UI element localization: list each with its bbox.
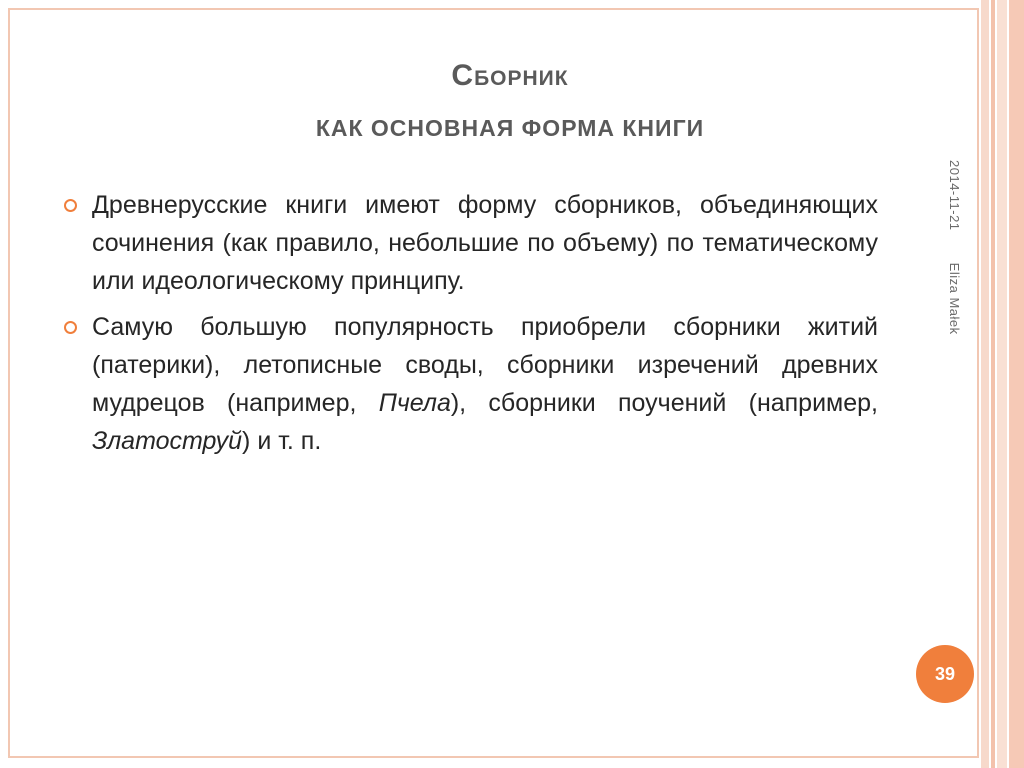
bullet-item [62, 186, 878, 300]
decorative-stripe [997, 0, 1007, 768]
bullet-italic-title: Пчела [378, 389, 451, 417]
bullet-text: Древнерусские книги имеют форму сборников, объединяющих сочинения (как правило, небольшие по объему) по тематическому или идеологическому принципу. [92, 191, 878, 295]
decorative-stripe [991, 0, 995, 768]
slide-title [120, 50, 900, 154]
side-footer [947, 160, 962, 335]
slide-content [62, 186, 878, 468]
bullet-text-part: ) и т. п. [242, 427, 322, 455]
bullet-item [62, 308, 878, 460]
bullet-text-part: Самую большую популярность приобрели сборники житий (патерики), летописные своды, сборники изречений древних мудрецов (например, [92, 313, 878, 417]
decorative-stripe [1009, 0, 1024, 768]
circle-bullet-icon [64, 199, 77, 212]
bullet-italic-title: Златоструй [92, 427, 243, 455]
title-line-2: КАК ОСНОВНАЯ ФОРМА КНИГИ [315, 115, 705, 141]
circle-bullet-icon [64, 321, 77, 334]
title-line-1: Сборник [451, 59, 569, 92]
bullet-text-part: ), сборники поучений (например, [450, 389, 878, 417]
slide-date: 2014-11-21 [947, 160, 962, 231]
slide-author: Eliza Małek [947, 262, 962, 335]
decorative-stripe [981, 0, 989, 768]
page-number-badge: 39 [916, 645, 974, 703]
